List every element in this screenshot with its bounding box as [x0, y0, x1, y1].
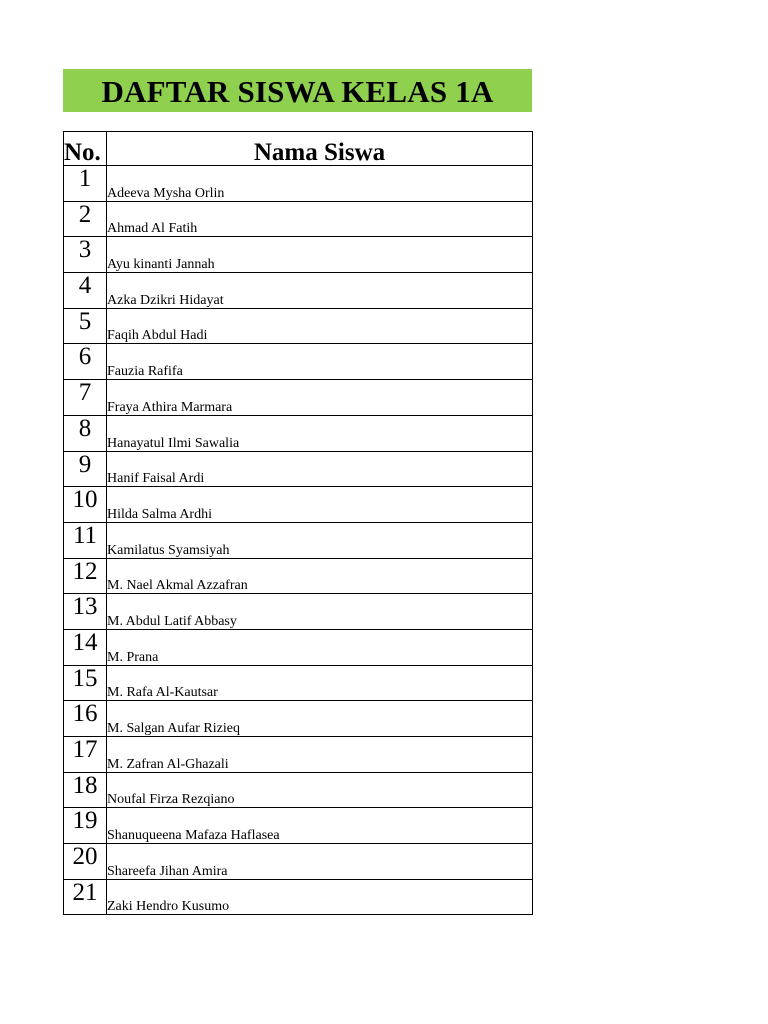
table-row — [64, 879, 533, 915]
row-number: 14 — [64, 629, 107, 665]
table-row — [64, 166, 533, 202]
student-name: Ayu kinanti Jannah — [107, 237, 533, 273]
row-number: 2 — [64, 201, 107, 237]
row-number: 5 — [64, 308, 107, 344]
row-number: 11 — [64, 522, 107, 558]
row-number: 12 — [64, 558, 107, 594]
row-number: 4 — [64, 273, 107, 309]
table-row — [64, 594, 533, 630]
student-name: Fraya Athira Marmara — [107, 380, 533, 416]
title-banner — [63, 69, 532, 112]
table-row — [64, 558, 533, 594]
table-row — [64, 701, 533, 737]
student-name: Azka Dzikri Hidayat — [107, 273, 533, 309]
header-no: No. — [64, 132, 107, 166]
student-name: M. Salgan Aufar Rizieq — [107, 701, 533, 737]
table-row — [64, 487, 533, 523]
table-row — [64, 451, 533, 487]
student-name: Shanuqueena Mafaza Haflasea — [107, 808, 533, 844]
row-number: 9 — [64, 451, 107, 487]
row-number: 3 — [64, 237, 107, 273]
student-name: Adeeva Mysha Orlin — [107, 166, 533, 202]
student-name: Kamilatus Syamsiyah — [107, 522, 533, 558]
student-name: Noufal Firza Rezqiano — [107, 772, 533, 808]
student-name: M. Abdul Latif Abbasy — [107, 594, 533, 630]
row-number: 16 — [64, 701, 107, 737]
row-number: 19 — [64, 808, 107, 844]
row-number: 20 — [64, 844, 107, 880]
student-name: Faqih Abdul Hadi — [107, 308, 533, 344]
student-name: M. Prana — [107, 629, 533, 665]
table-header-row — [64, 132, 533, 166]
student-name: M. Nael Akmal Azzafran — [107, 558, 533, 594]
table-row — [64, 772, 533, 808]
table-row — [64, 273, 533, 309]
page-title: DAFTAR SISWA KELAS 1A — [101, 74, 494, 109]
table-row — [64, 344, 533, 380]
student-name: Ahmad Al Fatih — [107, 201, 533, 237]
student-name: Hilda Salma Ardhi — [107, 487, 533, 523]
row-number: 18 — [64, 772, 107, 808]
row-number: 1 — [64, 166, 107, 202]
row-number: 7 — [64, 380, 107, 416]
student-name: M. Zafran Al-Ghazali — [107, 737, 533, 773]
student-name: M. Rafa Al-Kautsar — [107, 665, 533, 701]
row-number: 21 — [64, 879, 107, 915]
student-name: Fauzia Rafifa — [107, 344, 533, 380]
student-name: Hanif Faisal Ardi — [107, 451, 533, 487]
table-row — [64, 665, 533, 701]
row-number: 8 — [64, 415, 107, 451]
student-table — [63, 131, 533, 915]
row-number: 13 — [64, 594, 107, 630]
row-number: 15 — [64, 665, 107, 701]
table-row — [64, 522, 533, 558]
header-name: Nama Siswa — [107, 132, 533, 166]
table-row — [64, 737, 533, 773]
table-row — [64, 237, 533, 273]
table-row — [64, 380, 533, 416]
table-row — [64, 808, 533, 844]
table-row — [64, 201, 533, 237]
row-number: 10 — [64, 487, 107, 523]
table-row — [64, 629, 533, 665]
table-row — [64, 308, 533, 344]
table-row — [64, 844, 533, 880]
student-name: Shareefa Jihan Amira — [107, 844, 533, 880]
row-number: 17 — [64, 737, 107, 773]
row-number: 6 — [64, 344, 107, 380]
student-name: Hanayatul Ilmi Sawalia — [107, 415, 533, 451]
table-row — [64, 415, 533, 451]
student-name: Zaki Hendro Kusumo — [107, 879, 533, 915]
table-body — [64, 166, 533, 915]
